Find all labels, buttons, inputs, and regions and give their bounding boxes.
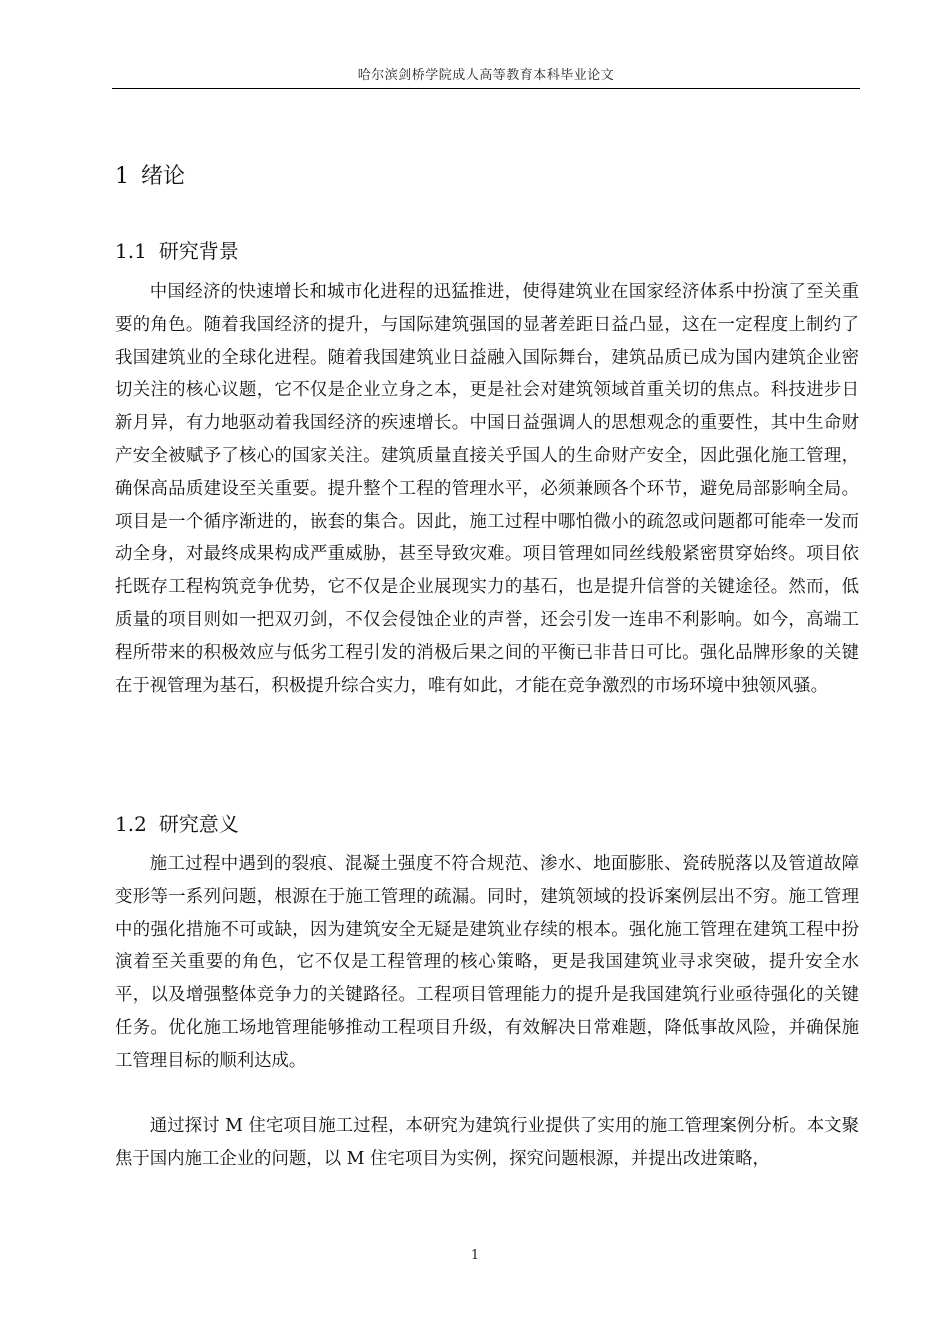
chapter-heading	[115, 163, 185, 191]
section-title: 研究背景	[158, 239, 239, 263]
section-heading-1-2	[115, 811, 239, 837]
section-number: 1.1	[115, 239, 147, 263]
body-paragraph: 施工过程中遇到的裂痕、混凝土强度不符合规范、渗水、地面膨胀、瓷砖脱落以及管道故障变形等一系列问题，根源在于施工管理的疏漏。同时，建筑领域的投诉案例层出不穷。施工管理中的强化措施不可或缺，因为建筑安全无疑是建筑业存续的根本。强化施工管理在建筑工程中扮演着至关重要的角色，它不仅是工程管理的核心策略，更是我国建筑业寻求突破，提升安全水平，以及增强整体竞争力的关键路径。工程项目管理能力的提升是我国建筑行业亟待强化的关键任务。优化施工场地管理能够推动工程项目升级，有效解决日常难题，降低事故风险，并确保施工管理目标的顺利达成。	[115, 854, 859, 1071]
section-heading-1-1	[115, 238, 239, 264]
body-paragraph: 通过探讨 M 住宅项目施工过程，本研究为建筑行业提供了实用的施工管理案例分析。本文聚焦于国内施工企业的问题，以 M 住宅项目为实例，探究问题根源，并提出改进策略，	[115, 1116, 859, 1169]
page-number: 1	[470, 1248, 480, 1263]
header-rule	[112, 88, 860, 89]
chapter-number: 1	[115, 164, 129, 189]
running-header: 哈尔滨剑桥学院成人高等教育本科毕业论文	[357, 68, 615, 83]
section-number: 1.2	[115, 812, 147, 836]
section-title: 研究意义	[158, 812, 239, 836]
body-paragraph: 中国经济的快速增长和城市化进程的迅猛推进，使得建筑业在国家经济体系中扮演了至关重要的角色。随着我国经济的提升，与国际建筑强国的显著差距日益凸显，这在一定程度上制约了我国建筑业的全球化进程。随着我国建筑业日益融入国际舞台，建筑品质已成为国内建筑企业密切关注的核心议题，它不仅是企业立身之本，更是社会对建筑领域首重关切的焦点。科技进步日新月异，有力地驱动着我国经济的疾速增长。中国日益强调人的思想观念的重要性，其中生命财产安全被赋予了核心的国家关注。建筑质量直接关乎国人的生命财产安全，因此强化施工管理，确保高品质建设至关重要。提升整个工程的管理水平，必须兼顾各个环节，避免局部影响全局。项目是一个循序渐进的，嵌套的集合。因此，施工过程中哪怕微小的疏忽或问题都可能牵一发而动全身，对最终成果构成严重威胁，甚至导致灾难。项目管理如同丝线般紧密贯穿始终。项目依托既存工程构筑竞争优势，它不仅是企业展现实力的基石，也是提升信誉的关键途径。然而，低质量的项目则如一把双刃剑，不仅会侵蚀企业的声誉，还会引发一连串不利影响。如今，高端工程所带来的积极效应与低劣工程引发的消极后果之间的平衡已非昔日可比。强化品牌形象的关键在于视管理为基石，积极提升综合实力，唯有如此，才能在竞争激烈的市场环境中独领风骚。	[115, 282, 859, 696]
chapter-title: 绪论	[141, 164, 186, 189]
